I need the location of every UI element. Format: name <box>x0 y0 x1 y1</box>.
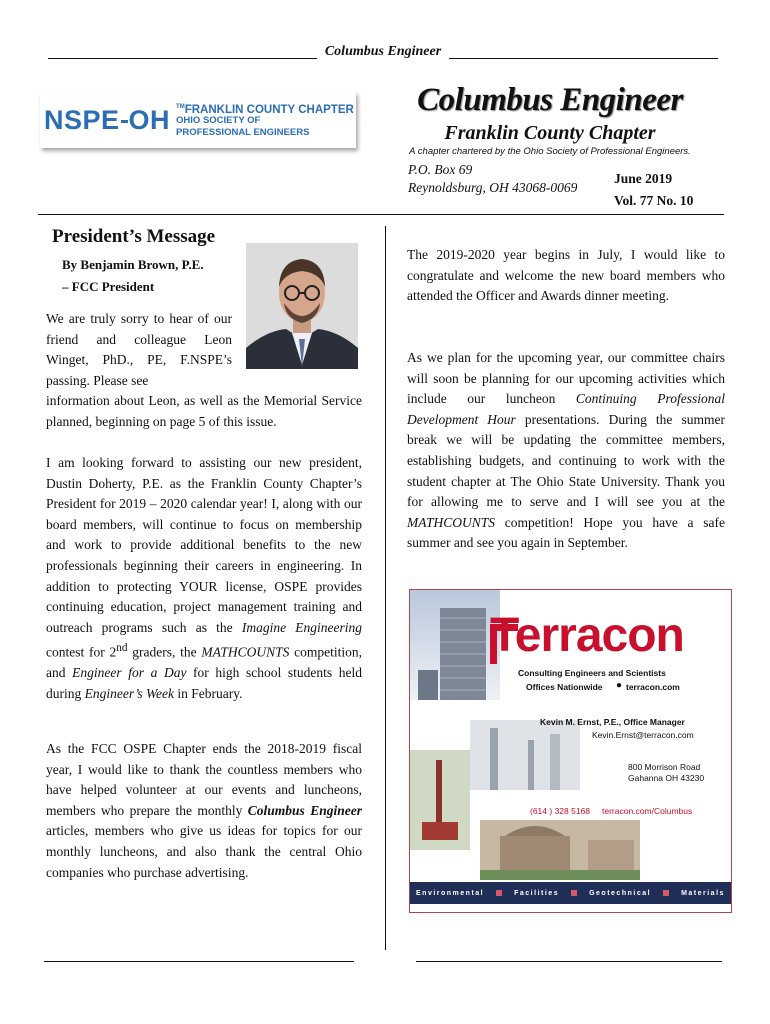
text-run-italic: MATHCOUNTS <box>201 644 290 660</box>
footer-rule-left <box>44 961 354 962</box>
ad-offices: Offices Nationwide <box>526 682 603 692</box>
ad-brand-name: Terracon <box>490 609 684 662</box>
byline-author: By Benjamin Brown, P.E. <box>62 257 204 272</box>
text-run: I am looking forward to assisting our new president, Dustin Doherty, P.E. as the Franklin County Chapter’s President for 2019 – 2020 calendar year! I, along with our board members, will continue to focus on membership and work to provide additional benefits to the new professionals beginning their careers in engineering. In addition to protecting YOUR license, OSPE provides continuing education, project management training and outreach programs such as the <box>46 455 362 635</box>
ad-address-line2: Gahanna OH 43230 <box>628 773 705 783</box>
text-run: presentations. During the summer break we will be updating the committee members, establishing budgets, and continuing to work with the student chapter at The Ohio State University. Thank you for allowing me to serve and I will see you at the <box>407 411 725 510</box>
footer-rule-right <box>416 961 722 962</box>
ad-services-bar <box>410 882 731 904</box>
logo-mark: NSPE OH <box>44 104 171 135</box>
ad-local-url[interactable]: terracon.com/Columbus <box>602 806 693 816</box>
ad-website[interactable]: terracon.com <box>626 682 680 692</box>
logo-tag-line1: FRANKLIN COUNTY CHAPTER <box>184 103 354 116</box>
ad-contact-name: Kevin M. Ernst, P.E., Office Manager <box>540 717 685 727</box>
byline <box>62 254 222 298</box>
logo-tm: TM <box>176 103 185 110</box>
text-run: graders, the <box>127 644 202 660</box>
ad-contact-email[interactable]: Kevin.Ernst@terracon.com <box>592 730 694 740</box>
text-run: competition, and <box>46 644 362 681</box>
president-photo <box>246 243 358 369</box>
logo-tagline <box>176 101 354 140</box>
address-line1: P.O. Box 69 <box>408 162 473 177</box>
paragraph-condolence-start: We are truly sorry to hear of our friend and colleague Leon Winget, PhD., PE, F.NSPE’s passing. Please see <box>46 311 232 388</box>
text-run: contest for 2 <box>46 644 117 660</box>
text-run-italic: Engineer’s Week <box>84 686 174 702</box>
paragraph-new-year: The 2019-2020 year begins in July, I would like to congratulate and welcome the new board members who attended the Officer and Awards dinner meeting. <box>407 247 725 304</box>
masthead-subtitle: Franklin County Chapter <box>444 122 656 144</box>
mailing-address <box>408 161 577 197</box>
paragraph-condolence-end: information about Leon, as well as the Memorial Service planned, beginning on page 5 of this issue. <box>46 393 362 429</box>
text-run: competition! Hope you have a safe summer and see you again in September. <box>407 514 725 551</box>
nspe-oh-logo <box>40 92 356 148</box>
masthead-title: Columbus Engineer <box>417 82 683 118</box>
ad-address-line1: 800 Morrison Road <box>628 762 701 772</box>
service-geotechnical: Geotechnical <box>589 889 652 897</box>
paragraph-plans <box>407 348 725 554</box>
column-divider <box>385 226 386 950</box>
masthead-charter: A chapter chartered by the Ohio Society of Professional Engineers. <box>409 146 691 157</box>
text-run-italic: Engineer for a Day <box>72 665 187 681</box>
issue-volume: Vol. 77 No. 10 <box>614 193 694 208</box>
service-materials: Materials <box>681 889 725 897</box>
text-run-italic: Imagine Engineering <box>241 619 362 635</box>
text-run-superscript: nd <box>116 642 128 655</box>
logo-tag-line3: PROFESSIONAL ENGINEERS <box>176 127 310 139</box>
service-environmental: Environmental <box>416 889 485 897</box>
masthead-rule <box>38 214 724 215</box>
issue-date: June 2019 <box>614 171 673 186</box>
service-facilities: Facilities <box>514 889 560 897</box>
text-run: articles, members who give us ideas for topics for our monthly luncheons, and also thank the central Ohio companies who purchase advertising. <box>46 823 362 880</box>
text-run: in February. <box>173 686 243 702</box>
issue-info <box>614 168 693 212</box>
plant-photo <box>470 720 580 790</box>
separator-square-icon <box>571 890 577 896</box>
logo-tag-line2: OHIO SOCIETY OF <box>176 115 261 127</box>
header-rule-right <box>449 58 718 59</box>
bullet-icon: ● <box>616 680 623 691</box>
section-title: President’s Message <box>52 226 216 247</box>
terracon-advertisement[interactable] <box>409 589 732 913</box>
separator-square-icon <box>496 890 502 896</box>
text-run-italic: MATHCOUNTS <box>407 514 496 530</box>
text-run: for high school students held during <box>46 665 362 702</box>
ad-tagline: Consulting Engineers and Scientists <box>518 668 666 678</box>
text-run-bold-italic: Columbus Engineer <box>247 802 362 818</box>
ad-phone: (614 ) 328 5168 <box>530 806 591 816</box>
paragraph-new-president <box>46 453 362 705</box>
address-line2: Reynoldsburg, OH 43068-0069 <box>408 180 578 195</box>
running-header-title: Columbus Engineer <box>324 44 442 59</box>
byline-role: – FCC President <box>62 279 155 294</box>
header-rule-left <box>48 58 317 59</box>
text-run: As the FCC OSPE Chapter ends the 2018-2019 fiscal year, I would like to thank the countless members who have helped volunteer at our events and luncheons, members who prepare the monthly <box>46 741 362 818</box>
text-run-italic: Continuing Professional Development Hour <box>407 391 725 427</box>
text-run: As we plan for the upcoming year, our committee chairs will soon be planning for our upcoming activities which include our luncheon <box>407 350 725 407</box>
paragraph-thanks <box>46 739 362 883</box>
running-header <box>48 44 718 60</box>
separator-square-icon <box>663 890 669 896</box>
